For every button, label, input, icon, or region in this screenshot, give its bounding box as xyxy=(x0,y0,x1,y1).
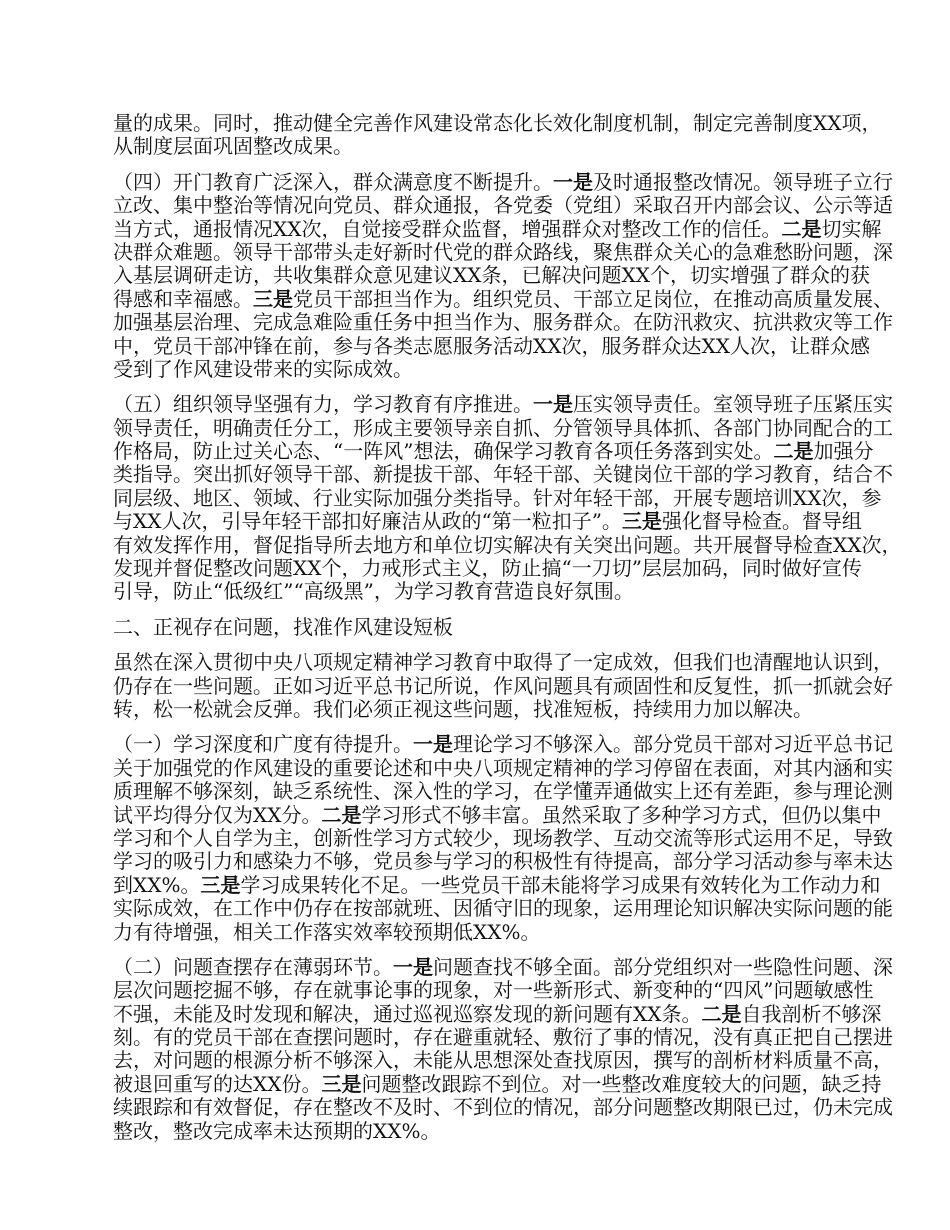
text-run: 去，对问题的根源分析不够深入，未能从思想深处查找原因，撰写的剖析材料质量不高， xyxy=(113,1048,893,1073)
text-run: 类指导。突出抓好领导干部、新提拔干部、年轻干部、关键岗位干部的学习教育，结合不 xyxy=(113,462,893,487)
text-line xyxy=(113,462,893,487)
text-run: 学习形式不够丰富。虽然采取了多种学习方式，但仍以集中 xyxy=(361,802,882,827)
text-line xyxy=(113,556,862,581)
text-run: （二）问题查摆存在薄弱环节。 xyxy=(113,954,393,979)
bold-keyword: 一是 xyxy=(393,954,433,979)
text-run: 党员干部担当作为。组织党员、干部立足岗位，在推动高质量发展、 xyxy=(293,286,893,311)
text-line xyxy=(113,1025,893,1050)
text-line xyxy=(113,193,893,218)
bold-keyword: 二是 xyxy=(321,802,362,827)
paragraph xyxy=(113,954,893,1143)
text-run: 当方式，通报情况XX次，自觉接受群众监督，增强群众对整改工作的信任。 xyxy=(113,216,782,241)
paragraph xyxy=(113,111,882,159)
text-line xyxy=(113,358,839,381)
text-run: 整改，整改完成率未达预期的XX%。 xyxy=(113,1118,441,1143)
text-line xyxy=(113,439,874,464)
text-run: 力有待增强，相关工作落实效率较预期低XX%。 xyxy=(113,919,541,944)
text-line xyxy=(113,849,893,874)
section-heading xyxy=(113,616,839,639)
text-run: 不强，未能及时发现和解决，通过巡视巡察发现的新问题有XX条。 xyxy=(113,1001,702,1026)
text-line xyxy=(113,802,882,827)
text-run: 问题查找不够全面。部分党组织对一些隐性问题、深 xyxy=(433,954,893,979)
document-page xyxy=(113,111,902,1155)
text-run: 层次问题挖掘不够，存在就事论事的现象，对一些新形式、新变种的“四风”问题敏感性 xyxy=(113,978,874,1003)
text-line xyxy=(113,779,893,804)
bold-keyword: 三是 xyxy=(621,509,662,534)
paragraph xyxy=(113,650,893,721)
text-line xyxy=(113,616,839,639)
text-run: 引导，防止“低级红”“高级黑”，为学习教育营造良好氛围。 xyxy=(113,579,634,604)
text-run: 与XX人次，引导年轻干部扣好廉洁从政的“第一粒扣子”。 xyxy=(113,509,622,534)
text-run: （四）开门教育广泛深入，群众满意度不断提升。 xyxy=(113,169,553,194)
text-run: 及时通报整改情况。领导班子立行 xyxy=(593,169,893,194)
text-line xyxy=(113,1048,893,1073)
text-run: 压实领导责任。室领导班子压紧压实 xyxy=(573,392,893,417)
text-line xyxy=(113,755,893,780)
text-line xyxy=(113,1120,839,1143)
text-line xyxy=(113,825,893,850)
bold-keyword: 三是 xyxy=(321,1071,362,1096)
text-line xyxy=(113,1095,893,1120)
text-line xyxy=(113,580,839,603)
text-run: 作格局，防止过关心态、“一阵风”想法，确保学习教育各项任务落到实处。 xyxy=(113,439,774,464)
bold-keyword: 一是 xyxy=(553,169,593,194)
text-line xyxy=(113,896,893,921)
text-run: 学习成果转化不足。一些党员干部未能将学习成果有效转化为工作动力和 xyxy=(240,872,881,897)
text-run: 自我剖析不够深 xyxy=(741,1001,882,1026)
text-line xyxy=(113,169,893,194)
text-run: 质理解不够深刻，缺乏系统性、深入性的学习，在学懂弄通做实上还有差距，参与理论测 xyxy=(113,779,893,804)
text-line xyxy=(113,1001,882,1026)
text-run: 有效发挥作用，督促指导所去地方和单位切实解决有关突出问题。共开展督导检查XX次， xyxy=(113,532,902,557)
bold-keyword: 三是 xyxy=(200,872,241,897)
text-run: 从制度层面巩固整改成果。 xyxy=(113,134,353,159)
text-line xyxy=(113,263,870,288)
text-line xyxy=(113,509,862,534)
text-run: 发现并督促整改问题XX个，力戒形式主义，防止搞“一刀切”层层加码，同时做好宣传 xyxy=(113,556,862,581)
text-line xyxy=(113,239,893,264)
text-run: 关于加强党的作风建设的重要论述和中央八项规定精神的学习停留在表面，对其内涵和实 xyxy=(113,755,893,780)
text-run: 得感和幸福感。 xyxy=(113,286,253,311)
text-run: 学习和个人自学为主，创新性学习方式较少，现场教学、互动交流等形式运用不足，导致 xyxy=(113,825,893,850)
bold-keyword: 一是 xyxy=(413,732,453,757)
text-run: 入基层调研走访，共收集群众意见建议XX条，已解决问题XX个，切实增强了群众的获 xyxy=(113,263,870,288)
text-run: 刻。有的党员干部在查摆问题时，存在避重就轻、敷衍了事的情况，没有真正把自己摆进 xyxy=(113,1025,893,1050)
text-run: 同层级、地区、领域、行业实际加强分类指导。针对年轻干部，开展专题培训XX次，参 xyxy=(113,485,882,510)
bold-keyword: 二是 xyxy=(701,1001,742,1026)
text-run: 决群众难题。领导干部带头走好新时代党的群众路线，聚焦群众关心的急难愁盼问题，深 xyxy=(113,239,893,264)
text-line xyxy=(113,673,893,698)
bold-keyword: 三是 xyxy=(253,286,293,311)
text-run: 二、正视存在问题，找准作风建设短板 xyxy=(113,614,453,639)
text-run: 中，党员干部冲锋在前，参与各类志愿服务活动XX次，服务群众达XX人次，让群众感 xyxy=(113,333,870,358)
text-run: 被退回重写的达XX份。 xyxy=(113,1071,322,1096)
text-line xyxy=(113,392,893,417)
text-run: 理论学习不够深入。部分党员干部对习近平总书记 xyxy=(453,732,893,757)
text-line xyxy=(113,650,893,675)
text-line xyxy=(113,872,881,897)
text-run: 问题整改跟踪不到位。对一些整改难度较大的问题，缺乏持 xyxy=(361,1071,882,1096)
text-run: （五）组织领导坚强有力，学习教育有序推进。 xyxy=(113,392,533,417)
text-run: 强化督导检查。督导组 xyxy=(661,509,862,534)
bold-keyword: 一是 xyxy=(533,392,573,417)
text-line xyxy=(113,978,874,1003)
text-run: 试平均得分仅为XX分。 xyxy=(113,802,322,827)
text-line xyxy=(113,286,893,311)
text-line xyxy=(113,954,893,979)
text-run: （一）学习深度和广度有待提升。 xyxy=(113,732,413,757)
paragraph xyxy=(113,169,893,382)
text-run: 加强分 xyxy=(813,439,874,464)
text-run: 加强基层治理、完成急难险重任务中担当作为、服务群众。在防汛救灾、抗洪救灾等工作 xyxy=(113,310,893,335)
text-line xyxy=(113,333,870,358)
text-run: 立改、集中整治等情况向党员、群众通报，各党委（党组）采取召开内部会议、公示等适 xyxy=(113,193,893,218)
text-run: 转，松一松就会反弹。我们必须正视这些问题，找准短板，持续用力加以解决。 xyxy=(113,696,813,721)
paragraph xyxy=(113,732,893,944)
text-run: 学习的吸引力和感染力不够，党员参与学习的积极性有待提高，部分学习活动参与率未达 xyxy=(113,849,893,874)
text-line xyxy=(113,216,882,241)
text-line xyxy=(113,310,893,335)
text-run: 到XX%。 xyxy=(113,872,201,897)
text-line xyxy=(113,135,839,158)
bold-keyword: 二是 xyxy=(781,216,822,241)
text-run: 切实解 xyxy=(821,216,882,241)
text-line xyxy=(113,532,902,557)
text-run: 领导责任，明确责任分工，形成主要领导亲自抓、分管领导具体抓、各部门协同配合的工 xyxy=(113,415,893,440)
text-line xyxy=(113,1071,882,1096)
text-line xyxy=(113,111,882,135)
text-run: 量的成果。同时，推动健全完善作风建设常态化长效化制度机制，制定完善制度XX项， xyxy=(113,111,882,135)
text-run: 续跟踪和有效督促，存在整改不及时、不到位的情况，部分问题整改期限已过，仍未完成 xyxy=(113,1095,893,1120)
text-line xyxy=(113,698,839,721)
text-line xyxy=(113,732,893,757)
text-line xyxy=(113,485,882,510)
paragraph xyxy=(113,392,902,604)
bold-keyword: 二是 xyxy=(773,439,814,464)
text-run: 仍存在一些问题。正如习近平总书记所说，作风问题具有顽固性和反复性，抓一抓就会好 xyxy=(113,673,893,698)
text-run: 受到了作风建设带来的实际成效。 xyxy=(113,356,413,381)
text-run: 实际成效，在工作中仍存在按部就班、因循守旧的现象，运用理论知识解决实际问题的能 xyxy=(113,896,893,921)
text-run: 虽然在深入贯彻中央八项规定精神学习教育中取得了一定成效，但我们也清醒地认识到， xyxy=(113,650,893,675)
text-line xyxy=(113,921,839,944)
text-line xyxy=(113,415,893,440)
